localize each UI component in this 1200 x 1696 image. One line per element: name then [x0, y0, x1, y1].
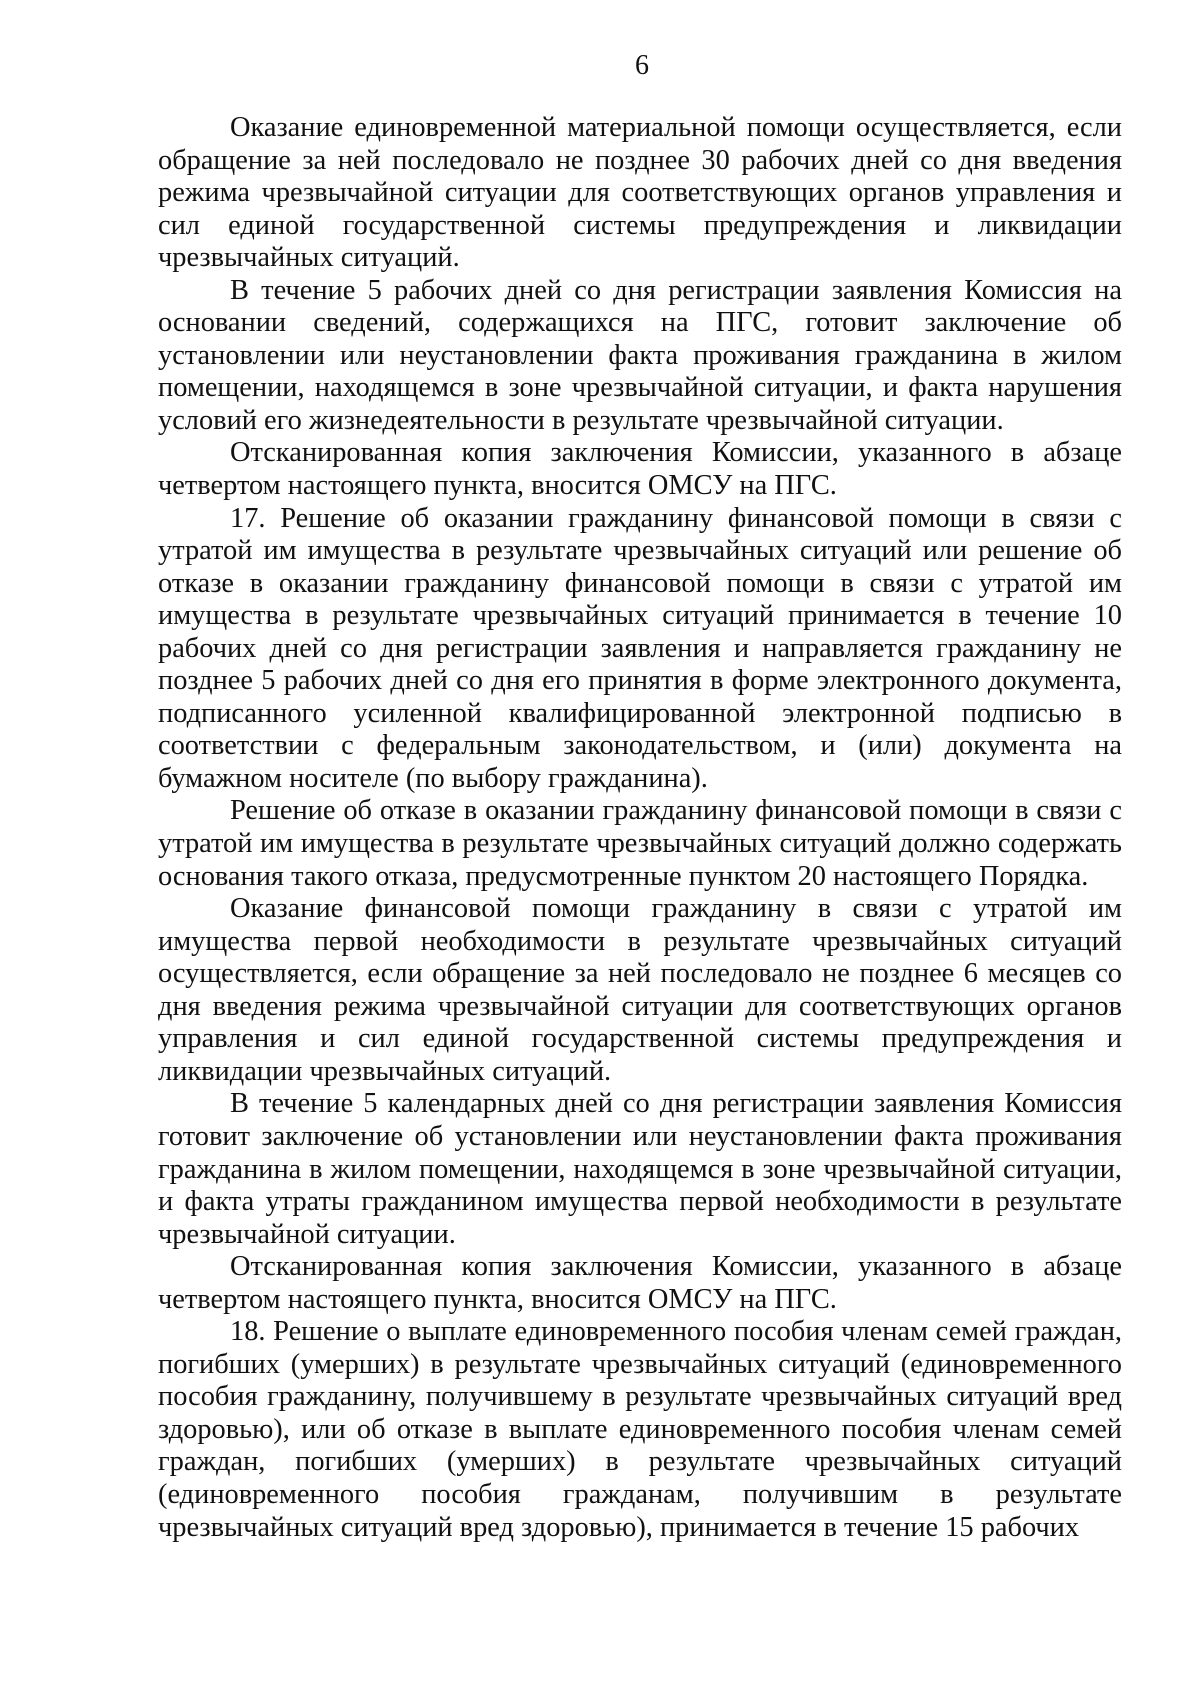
document-body — [158, 112, 1122, 1544]
paragraph-6: Оказание финансовой помощи гражданину в связи с утратой им имущества первой необходимости в результате чрезвычайных ситуаций осуществляется, если обращение за ней последовало не позднее 6 месяцев со дня введения режима чрезвычайной ситуации для соответствующих органов управления и сил единой государственной системы предупреждения и ликвидации чрезвычайных ситуаций. — [158, 893, 1122, 1087]
paragraph-1: Оказание единовременной материальной помощи осуществляется, если обращение за ней последовало не позднее 30 рабочих дней со дня введения режима чрезвычайной ситуации для соответствующих органов управления и сил единой государственной системы предупреждения и ликвидации чрезвычайных ситуаций. — [158, 112, 1122, 274]
paragraph-4-item-17: 17. Решение об оказании гражданину финансовой помощи в связи с утратой им имущества в результате чрезвычайных ситуаций или решение об отказе в оказании гражданину финансовой помощи в связи с утратой им имущества в результате чрезвычайных ситуаций принимается в течение 10 рабочих дней со дня регистрации заявления и направляется гражданину не позднее 5 рабочих дней со дня его принятия в форме электронного документа, подписанного усиленной квалифицированной электронной подписью в соответствии с федеральным законодательством, и (или) документа на бумажном носителе (по выбору гражданина). — [158, 502, 1122, 794]
paragraph-7: В течение 5 календарных дней со дня регистрации заявления Комиссия готовит заключение об установлении или неустановлении факта проживания гражданина в жилом помещении, находящемся в зоне чрезвычайной ситуации, и факта утраты гражданином имущества первой необходимости в результате чрезвычайной ситуации. — [158, 1088, 1122, 1250]
paragraph-9-item-18: 18. Решение о выплате единовременного пособия членам семей граждан, погибших (умерших) в результате чрезвычайных ситуаций (единовременного пособия гражданину, получившему в результате чрезвычайных ситуаций вред здоровью), или об отказе в выплате единовременного пособия членам семей граждан, погибших (умерших) в результате чрезвычайных ситуаций (единовременного пособия гражданам, получившим в результате чрезвычайных ситуаций вред здоровью), принимается в течение 15 рабочих — [158, 1316, 1122, 1543]
paragraph-2: В течение 5 рабочих дней со дня регистрации заявления Комиссия на основании сведений, содержащихся на ПГС, готовит заключение об установлении или неустановлении факта проживания гражданина в жилом помещении, находящемся в зоне чрезвычайной ситуации, и факта нарушения условий его жизнедеятельности в результате чрезвычайной ситуации. — [158, 274, 1122, 436]
paragraph-8: Отсканированная копия заключения Комиссии, указанного в абзаце четвертом настоящего пункта, вносится ОМСУ на ПГС. — [158, 1251, 1122, 1315]
page-number: 6 — [635, 50, 649, 81]
paragraph-5: Решение об отказе в оказании гражданину финансовой помощи в связи с утратой им имущества в результате чрезвычайных ситуаций должно содержать основания такого отказа, предусмотренные пунктом 20 настоящего Порядка. — [158, 795, 1122, 892]
paragraph-3: Отсканированная копия заключения Комиссии, указанного в абзаце четвертом настоящего пункта, вносится ОМСУ на ПГС. — [158, 437, 1122, 502]
